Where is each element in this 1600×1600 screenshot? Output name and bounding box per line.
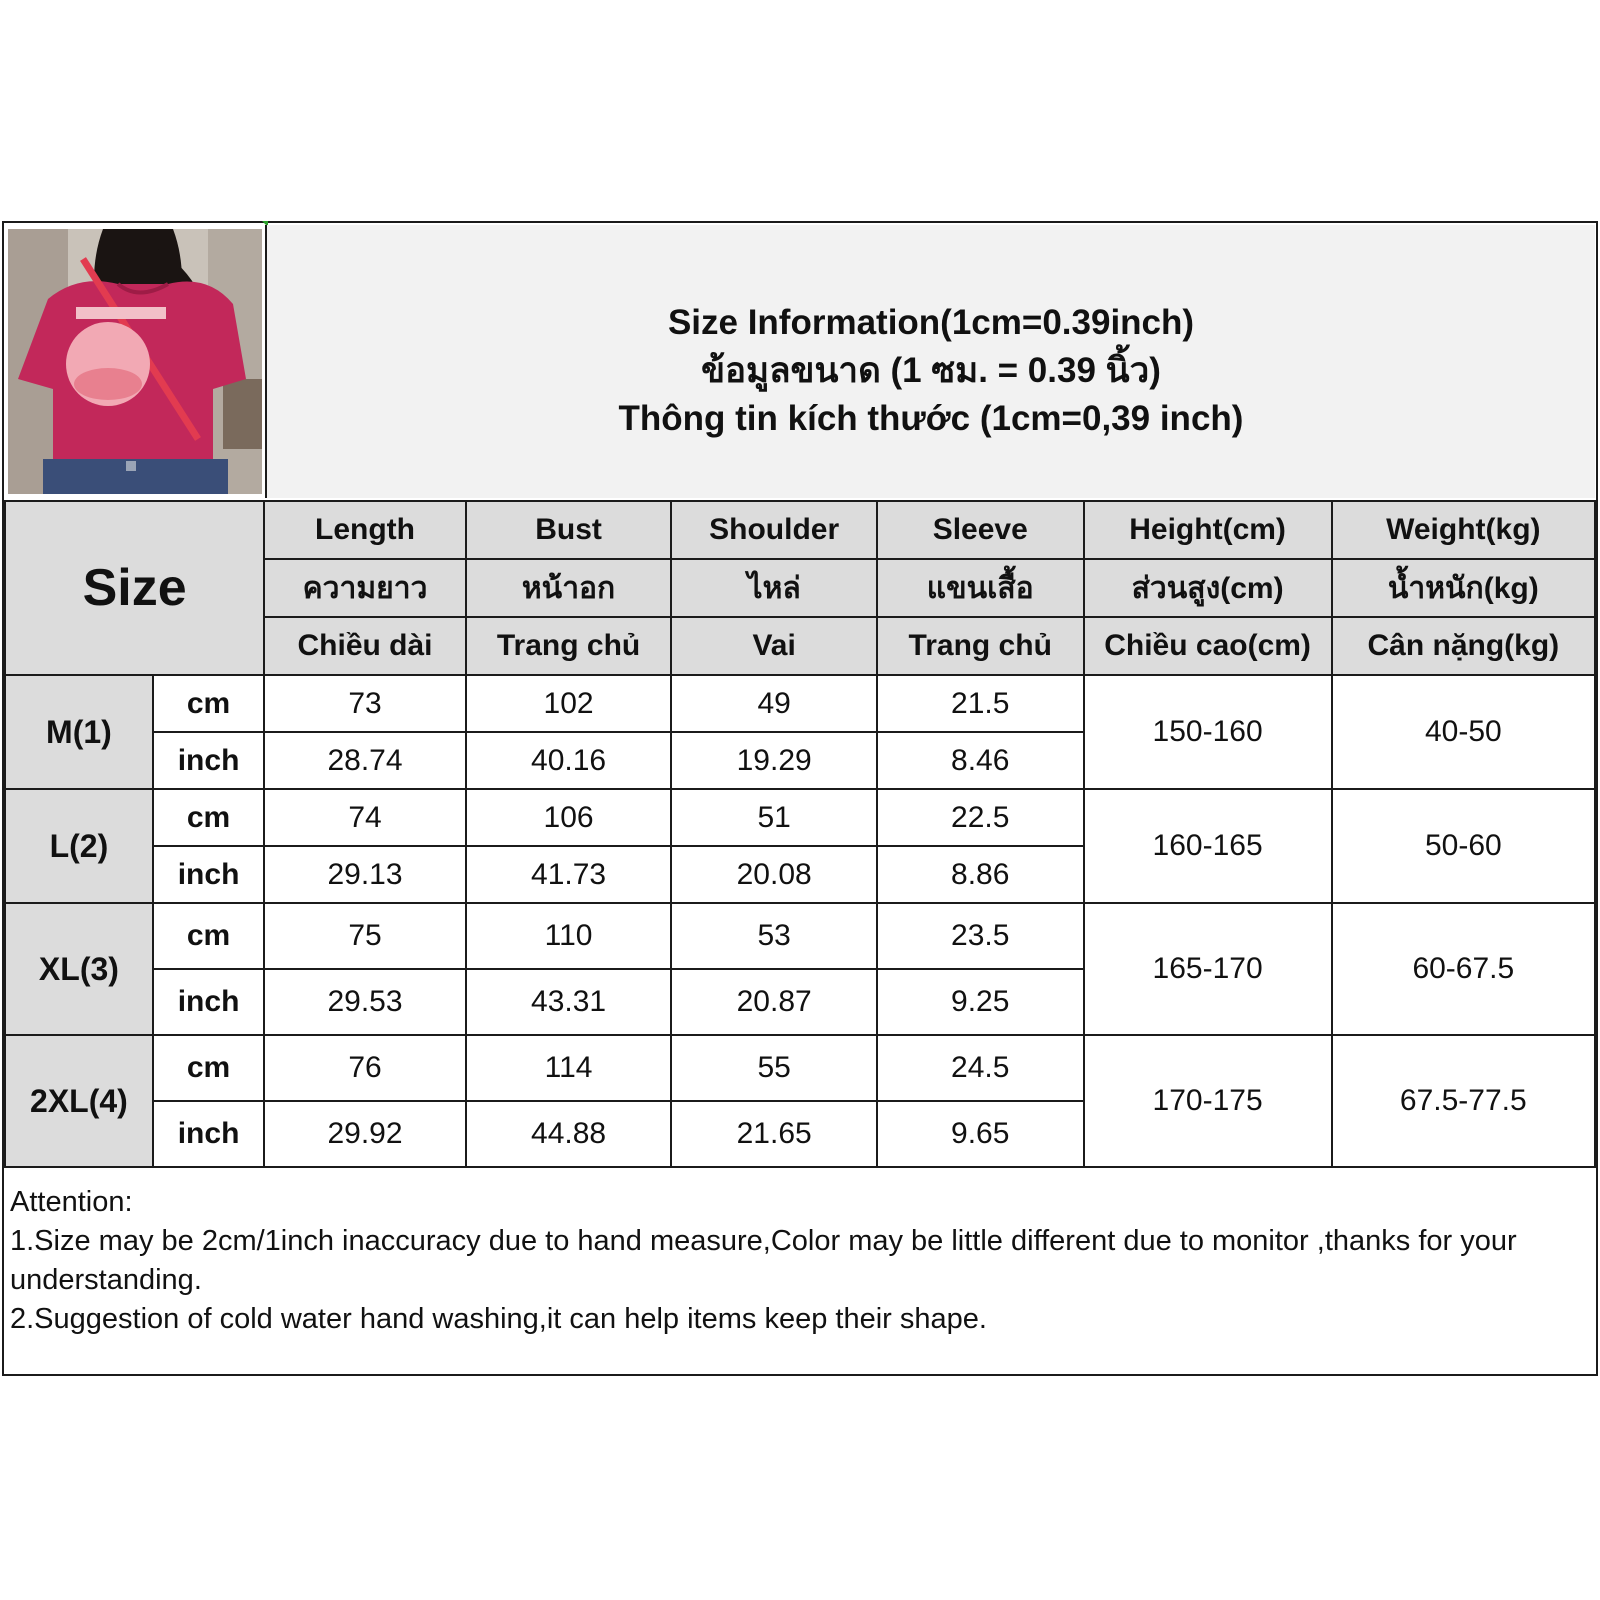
length-cm: 74 — [264, 789, 466, 846]
size-m: M(1) — [5, 675, 153, 789]
height-range: 170-175 — [1084, 1035, 1332, 1167]
weight-range: 50-60 — [1332, 789, 1595, 903]
shoulder-cm: 49 — [671, 675, 877, 732]
sleeve-cm: 21.5 — [877, 675, 1084, 732]
unit-inch: inch — [153, 969, 264, 1035]
shoulder-inch: 21.65 — [671, 1101, 877, 1167]
col-header-length-vi: Chiều dài — [264, 617, 466, 675]
weight-range: 60-67.5 — [1332, 903, 1595, 1035]
sleeve-inch: 9.65 — [877, 1101, 1084, 1167]
unit-inch: inch — [153, 732, 264, 789]
length-cm: 76 — [264, 1035, 466, 1101]
height-range: 165-170 — [1084, 903, 1332, 1035]
model-tshirt-image — [8, 229, 262, 494]
sleeve-inch: 8.46 — [877, 732, 1084, 789]
product-photo — [8, 229, 262, 494]
length-inch: 29.53 — [264, 969, 466, 1035]
col-header-weight-vi: Cân nặng(kg) — [1332, 617, 1595, 675]
length-inch: 29.92 — [264, 1101, 466, 1167]
notes-heading: Attention: — [10, 1186, 133, 1218]
attention-notes — [10, 1183, 1590, 1339]
table-row — [5, 1035, 1595, 1101]
sleeve-cm: 23.5 — [877, 903, 1084, 969]
col-header-length: Length — [264, 501, 466, 559]
height-range: 150-160 — [1084, 675, 1332, 789]
note-item: 1.Size may be 2cm/1inch inaccuracy due to hand measure,Color may be little different due to monitor ,thanks for your understanding. — [10, 1225, 1517, 1296]
bust-inch: 43.31 — [466, 969, 672, 1035]
size-header: Size — [5, 501, 264, 675]
bust-inch: 44.88 — [466, 1101, 672, 1167]
shoulder-inch: 20.87 — [671, 969, 877, 1035]
sleeve-cm: 22.5 — [877, 789, 1084, 846]
size-l: L(2) — [5, 789, 153, 903]
bust-inch: 40.16 — [466, 732, 672, 789]
bust-inch: 41.73 — [466, 846, 672, 903]
table-row — [5, 789, 1595, 846]
bust-cm: 114 — [466, 1035, 672, 1101]
note-item: 2.Suggestion of cold water hand washing,it can help items keep their shape. — [10, 1303, 987, 1335]
shoulder-cm: 55 — [671, 1035, 877, 1101]
bust-cm: 110 — [466, 903, 672, 969]
col-header-weight-thai: น้ำหนัก(kg) — [1332, 559, 1595, 617]
size-chart — [2, 221, 1598, 1376]
unit-inch: inch — [153, 846, 264, 903]
sleeve-inch: 9.25 — [877, 969, 1084, 1035]
bust-cm: 106 — [466, 789, 672, 846]
col-header-bust-vi: Trang chủ — [466, 617, 672, 675]
title-english: Size Information(1cm=0.39inch) — [667, 302, 1195, 342]
size-2xl: 2XL(4) — [5, 1035, 153, 1167]
shoulder-inch: 19.29 — [671, 732, 877, 789]
col-header-height-vi: Chiều cao(cm) — [1084, 617, 1332, 675]
col-header-sleeve: Sleeve — [877, 501, 1084, 559]
unit-cm: cm — [153, 789, 264, 846]
col-header-height-thai: ส่วนสูง(cm) — [1084, 559, 1332, 617]
length-inch: 29.13 — [264, 846, 466, 903]
col-header-length-thai: ความยาว — [264, 559, 466, 617]
table-row — [5, 675, 1595, 732]
height-range: 160-165 — [1084, 789, 1332, 903]
length-cm: 73 — [264, 675, 466, 732]
sleeve-cm: 24.5 — [877, 1035, 1084, 1101]
table-row — [5, 903, 1595, 969]
length-inch: 28.74 — [264, 732, 466, 789]
bust-cm: 102 — [466, 675, 672, 732]
title-area — [265, 225, 1595, 498]
unit-cm: cm — [153, 1035, 264, 1101]
col-header-sleeve-vi: Trang chủ — [877, 617, 1084, 675]
unit-cm: cm — [153, 675, 264, 732]
length-cm: 75 — [264, 903, 466, 969]
col-header-shoulder: Shoulder — [671, 501, 877, 559]
col-header-bust-thai: หน้าอก — [466, 559, 672, 617]
unit-inch: inch — [153, 1101, 264, 1167]
title-thai: ข้อมูลขนาด (1 ซม. = 0.39 นิ้ว) — [701, 350, 1161, 390]
shoulder-inch: 20.08 — [671, 846, 877, 903]
col-header-sleeve-thai: แขนเสื้อ — [877, 559, 1084, 617]
col-header-shoulder-thai: ไหล่ — [671, 559, 877, 617]
size-xl: XL(3) — [5, 903, 153, 1035]
unit-cm: cm — [153, 903, 264, 969]
shoulder-cm: 53 — [671, 903, 877, 969]
sleeve-inch: 8.86 — [877, 846, 1084, 903]
col-header-bust: Bust — [466, 501, 672, 559]
size-table — [4, 500, 1596, 1168]
header-row-english — [5, 501, 1595, 559]
shoulder-cm: 51 — [671, 789, 877, 846]
title-vietnamese: Thông tin kích thước (1cm=0,39 inch) — [618, 398, 1244, 438]
col-header-height: Height(cm) — [1084, 501, 1332, 559]
weight-range: 67.5-77.5 — [1332, 1035, 1595, 1167]
col-header-weight: Weight(kg) — [1332, 501, 1595, 559]
col-header-shoulder-vi: Vai — [671, 617, 877, 675]
weight-range: 40-50 — [1332, 675, 1595, 789]
